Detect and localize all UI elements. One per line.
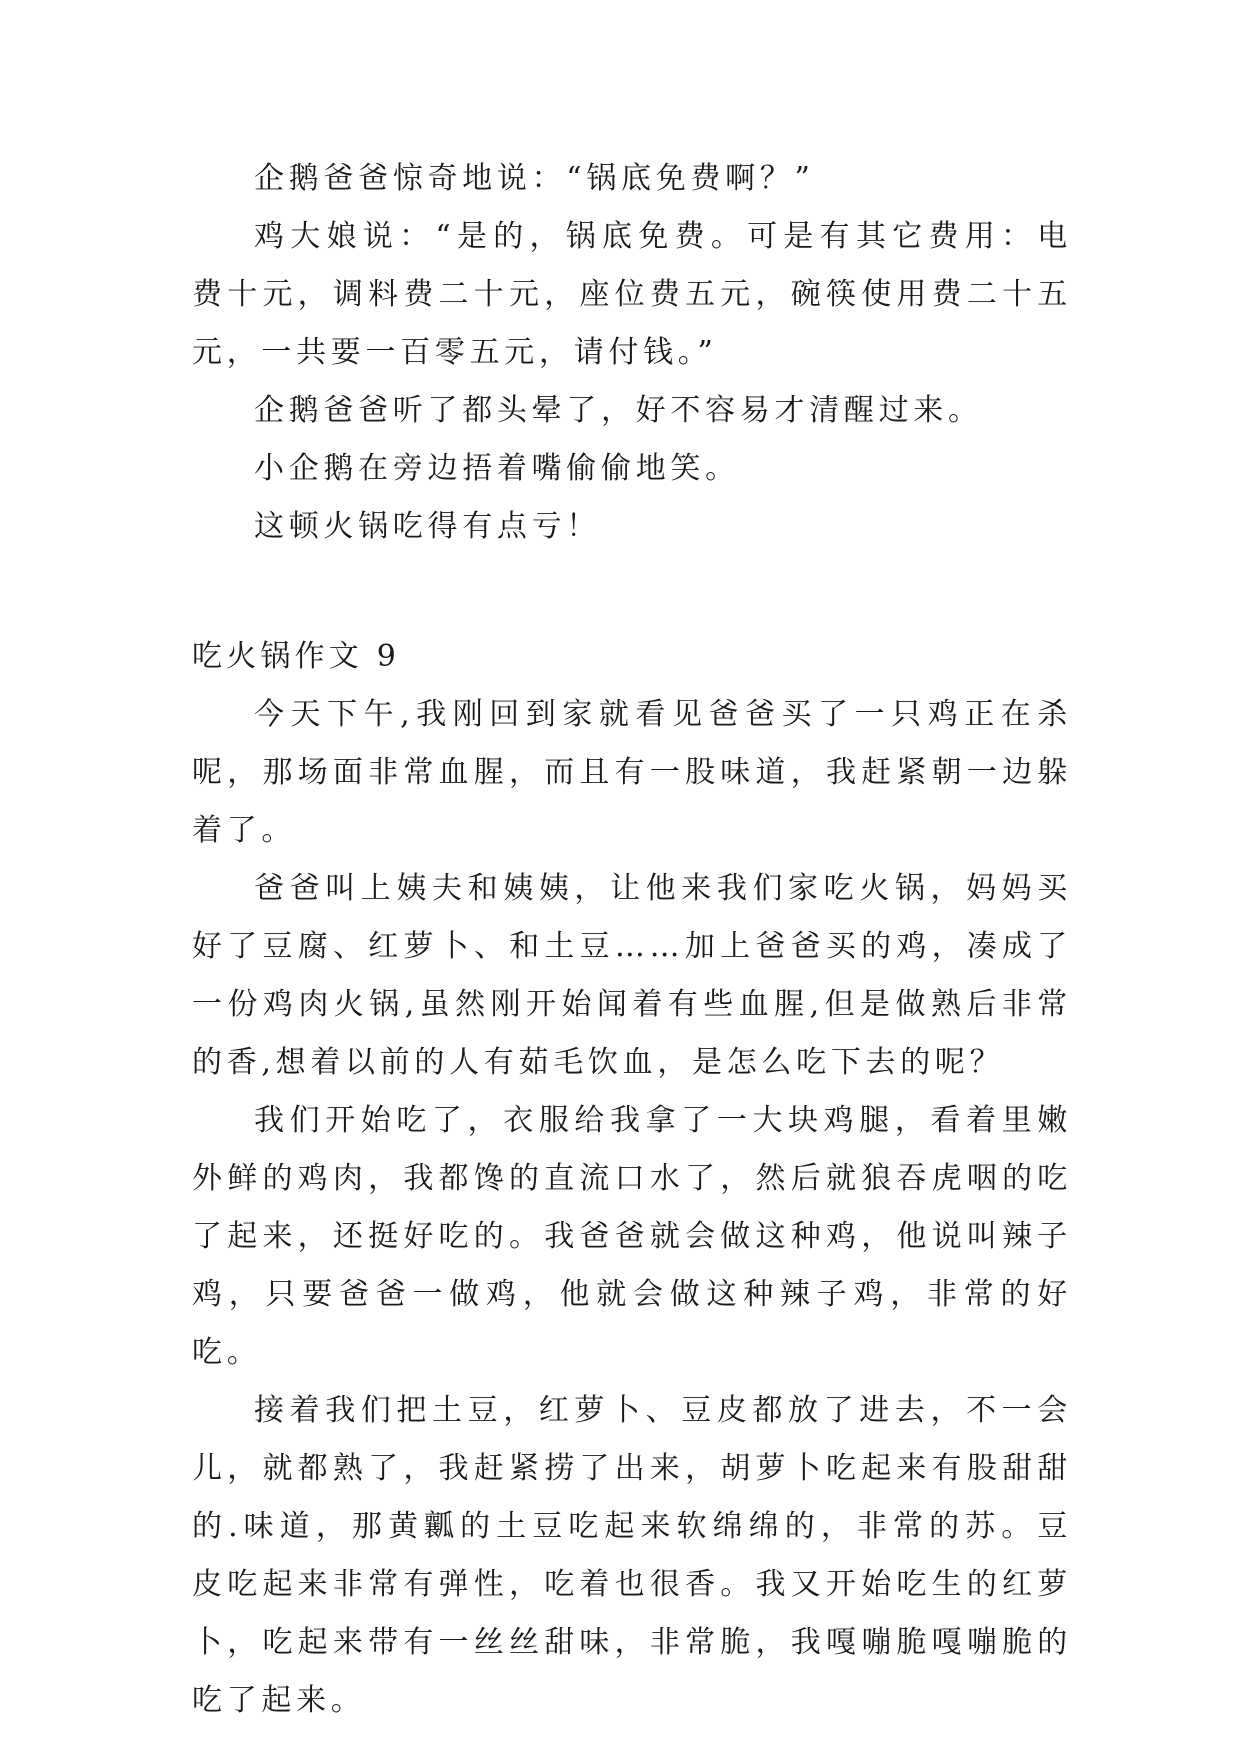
section-heading: 吃火锅作文 9 (192, 639, 401, 674)
paragraph: 鸡大娘说：“是的，锅底免费。可是有其它费用：电费十元，调料费二十元，座位费五元，碗筷使用费二十五元，一共要一百零五元，请付钱。” (192, 219, 1072, 370)
paragraph: 爸爸叫上姨夫和姨姨，让他来我们家吃火锅，妈妈买好了豆腐、红萝卜、和土豆……加上爸爸买的鸡，凑成了一份鸡肉火锅,虽然刚开始闻着有些血腥,但是做熟后非常的香,想着以前的人有茹毛饮血，是怎么吃下去的呢？ (192, 871, 1072, 1080)
paragraph: 企鹅爸爸惊奇地说：“锅底免费啊？” (254, 161, 815, 196)
document-page (192, 150, 1072, 1730)
paragraph: 我们开始吃了，衣服给我拿了一大块鸡腿，看着里嫩外鲜的鸡肉，我都馋的直流口水了，然后就狼吞虎咽的吃了起来，还挺好吃的。我爸爸就会做这种鸡，他说叫辣子鸡，只要爸爸一做鸡，他就会做这种辣子鸡，非常的好吃。 (192, 1103, 1072, 1370)
paragraph: 企鹅爸爸听了都头晕了，好不容易才清醒过来。 (254, 393, 983, 428)
paragraph: 这顿火锅吃得有点亏！ (254, 509, 601, 544)
paragraph: 接着我们把土豆，红萝卜、豆皮都放了进去，不一会儿，就都熟了，我赶紧捞了出来，胡萝卜吃起来有股甜甜的.味道，那黄瓤的土豆吃起来软绵绵的，非常的苏。豆皮吃起来非常有弹性，吃着也很香。我又开始吃生的红萝卜，吃起来带有一丝丝甜味，非常脆，我嘎嘣脆嘎嘣脆的吃了起来。 (192, 1393, 1072, 1718)
paragraph: 今天下午,我刚回到家就看见爸爸买了一只鸡正在杀呢，那场面非常血腥，而且有一股味道，我赶紧朝一边躲着了。 (192, 697, 1072, 848)
paragraph: 小企鹅在旁边捂着嘴偷偷地笑。 (254, 451, 740, 486)
